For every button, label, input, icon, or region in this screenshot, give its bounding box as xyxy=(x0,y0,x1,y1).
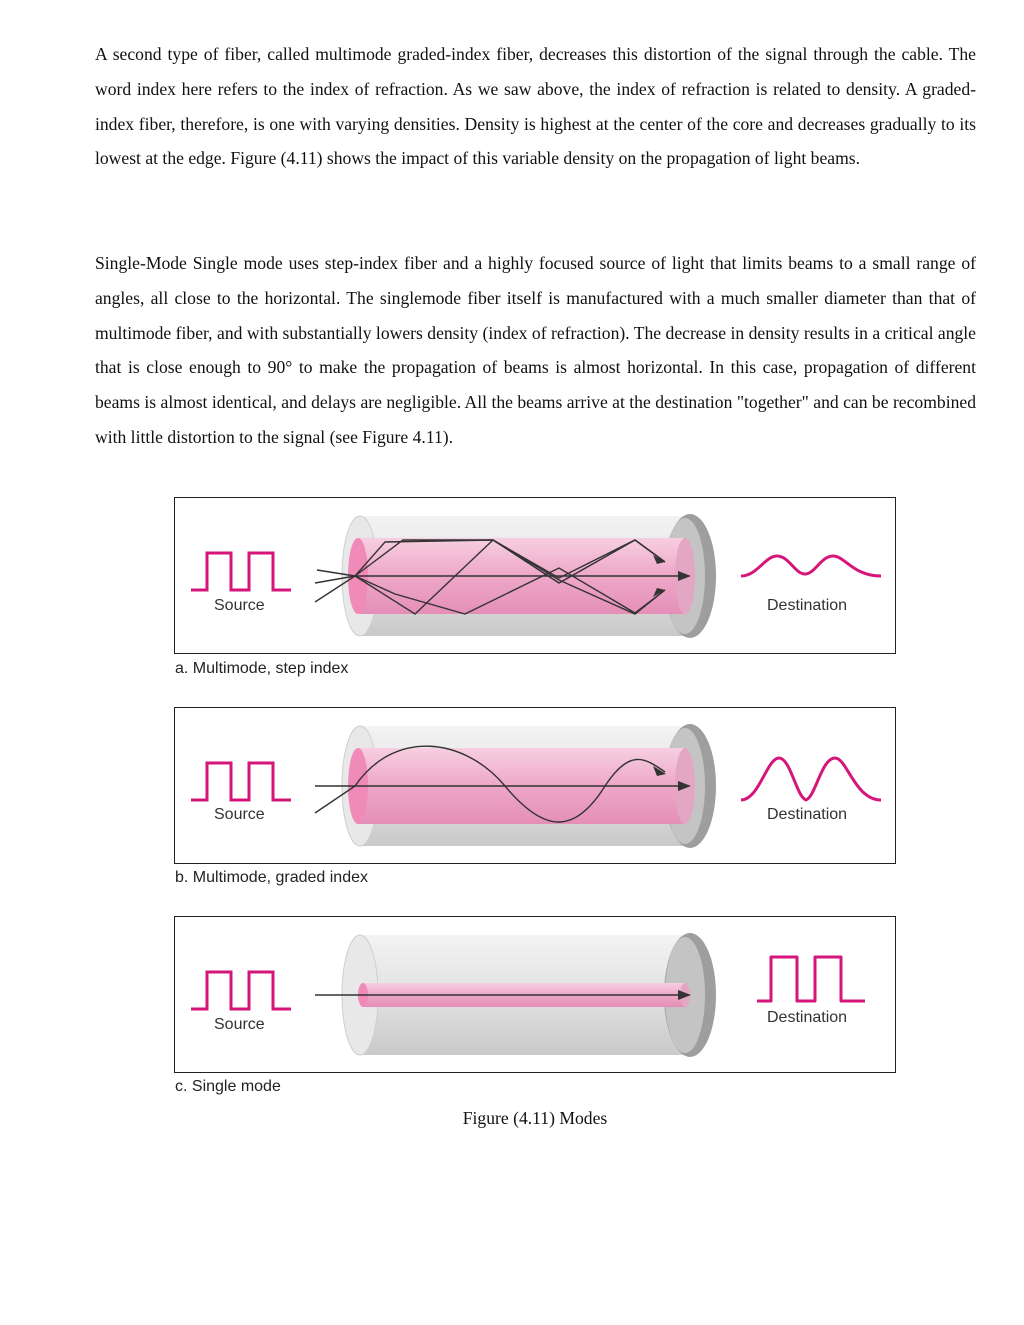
destination-label: Destination xyxy=(767,806,848,823)
figure-panel-single-mode xyxy=(174,916,896,1073)
source-square-wave xyxy=(191,972,291,1009)
diagram-multimode-step-index xyxy=(175,498,897,655)
panel-label-c: c. Single mode xyxy=(175,1078,281,1095)
destination-wave xyxy=(741,758,881,800)
panel-label-b: b. Multimode, graded index xyxy=(175,869,368,886)
source-square-wave xyxy=(191,553,291,590)
figure-panel-multimode-step-index xyxy=(174,497,896,654)
paragraph-graded-index: A second type of fiber, called multimode graded-index fiber, decreases this distortion of the signal through the cable. The word index here refers to the index of refraction. As we saw above, the index of refraction is related to density. A graded-index fiber, therefore, is one with varying densities. Density is highest at the center of the core and decreases gradually to its lowest at the edge. Figure (4.11) shows the impact of this variable density on the propagation of light beams. xyxy=(95,44,976,169)
destination-square-wave xyxy=(757,957,865,1001)
diagram-multimode-graded-index xyxy=(175,708,897,865)
source-square-wave xyxy=(191,763,291,800)
source-label: Source xyxy=(214,806,265,823)
destination-label: Destination xyxy=(767,597,848,614)
figure-caption: Figure (4.11) Modes xyxy=(462,1108,608,1128)
figure-panel-multimode-graded-index xyxy=(174,707,896,864)
destination-wave xyxy=(741,556,881,576)
diagram-single-mode xyxy=(175,917,897,1074)
source-label: Source xyxy=(214,1016,265,1033)
source-label: Source xyxy=(214,597,265,614)
paragraph-single-mode: Single-Mode Single mode uses step-index fiber and a highly focused source of light that limits beams to a small range of angles, all close to the horizontal. The singlemode fiber itself is manufactured with a much smaller diameter than that of multimode fiber, and with substantially lowers density (index of refraction). The decrease in density results in a critical angle that is close enough to 90° to make the propagation of beams is almost horizontal. In this case, propagation of different beams is almost identical, and delays are negligible. All the beams arrive at the destination "together" and can be recombined with little distortion to the signal (see Figure 4.11). xyxy=(95,253,976,447)
panel-label-a: a. Multimode, step index xyxy=(175,660,349,677)
destination-label: Destination xyxy=(767,1009,848,1026)
